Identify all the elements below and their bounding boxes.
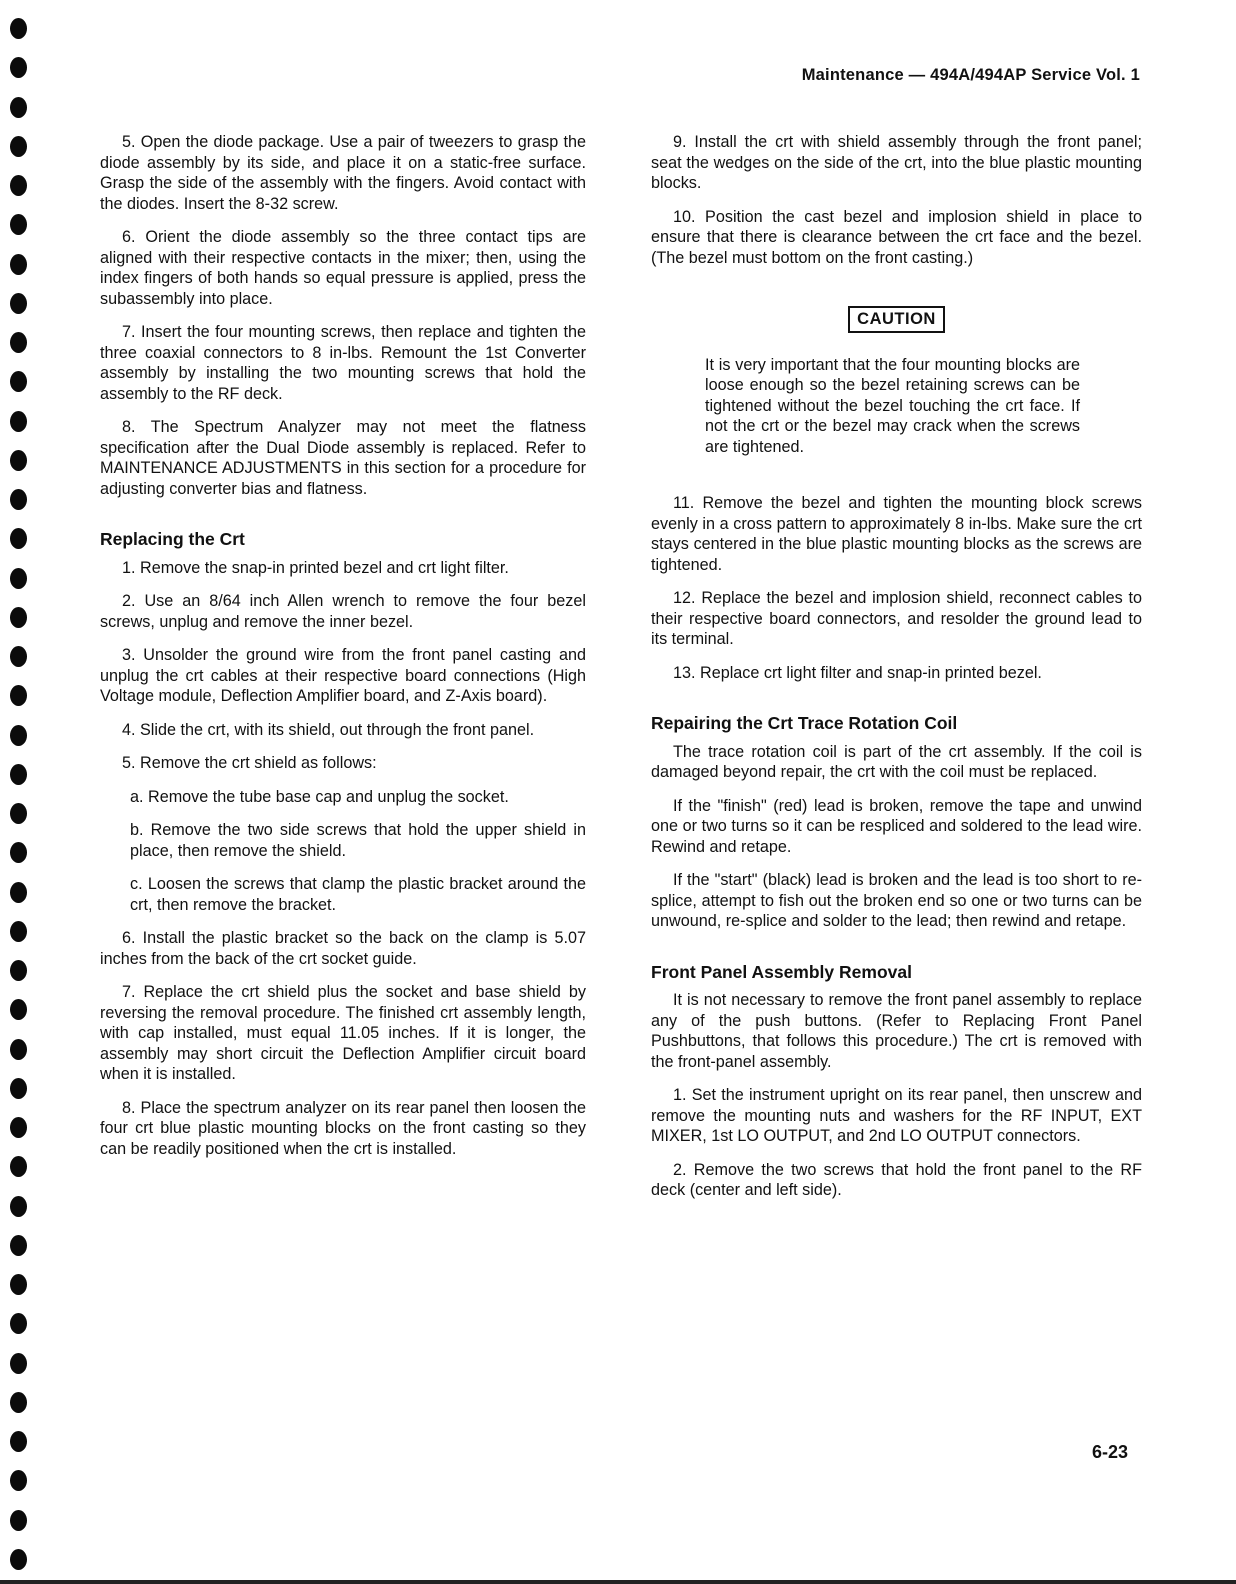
caution-label: CAUTION — [848, 306, 945, 333]
binder-hole-icon — [10, 1313, 27, 1334]
binder-hole-icon — [10, 764, 27, 785]
binder-hole-icon — [10, 1078, 27, 1099]
binder-hole-icon — [10, 1549, 27, 1570]
binder-hole-icon — [10, 960, 27, 981]
sub-step-paragraph: b. Remove the two side screws that hold the upper shield in place, then remove the shield. — [130, 821, 586, 860]
body-paragraph: 3. Unsolder the ground wire from the front panel casting and unplug the crt cables at their respective board connections (High Voltage module, Deflection Amplifier board, and Z-Axis board). — [100, 646, 586, 705]
body-paragraph: 6. Install the plastic bracket so the back on the clamp is 5.07 inches from the back of the crt socket guide. — [100, 929, 586, 968]
body-paragraph: 4. Slide the crt, with its shield, out through the front panel. — [122, 720, 535, 739]
binder-hole-icon — [10, 882, 27, 903]
body-paragraph: The trace rotation coil is part of the crt assembly. If the coil is damaged beyond repair, the crt with the coil must be replaced. — [651, 742, 1142, 781]
body-paragraph: 8. Place the spectrum analyzer on its rear panel then loosen the four crt blue plastic mounting blocks on the front casting so they can be readily positioned when the crt is installed. — [100, 1098, 586, 1158]
body-paragraph: 10. Position the cast bezel and implosion shield in place to ensure that there is clearance between the crt face and the bezel. (The bezel must bottom on the front casting.) — [651, 207, 1142, 267]
binder-hole-icon — [10, 1510, 27, 1531]
right-column — [651, 132, 1142, 1214]
binder-holes — [0, 0, 36, 1584]
sub-step-paragraph: c. Loosen the screws that clamp the plastic bracket around the crt, then remove the bracket. — [130, 875, 586, 914]
binder-hole-icon — [10, 1353, 27, 1374]
binder-hole-icon — [10, 175, 27, 196]
body-paragraph: 11. Remove the bezel and tighten the mounting block screws evenly in a cross pattern to approximately 8 in-lbs. Make sure the crt stays centered in the blue plastic mounting blocks as the screws are tightened. — [651, 494, 1142, 574]
section-heading: Replacing the Crt — [100, 529, 245, 549]
binder-hole-icon — [10, 57, 27, 78]
left-column — [100, 132, 586, 1172]
binder-hole-icon — [10, 685, 27, 706]
binder-hole-icon — [10, 254, 27, 275]
binder-hole-icon — [10, 293, 27, 314]
binder-hole-icon — [10, 1196, 27, 1217]
section-heading: Front Panel Assembly Removal — [651, 961, 912, 982]
binder-hole-icon — [10, 1117, 27, 1138]
sub-step-paragraph: a. Remove the tube base cap and unplug the socket. — [130, 787, 509, 806]
body-paragraph: 1. Remove the snap-in printed bezel and crt light filter. — [122, 558, 509, 577]
binder-hole-icon — [10, 568, 27, 589]
binder-hole-icon — [10, 725, 27, 746]
body-paragraph: 6. Orient the diode assembly so the three contact tips are aligned with their respective contacts in the mixer; then, using the index fingers of both hands so equal pressure is applied, press the subassembly into place. — [100, 228, 586, 308]
body-paragraph: 8. The Spectrum Analyzer may not meet the flatness specification after the Dual Diode assembly is replaced. Refer to MAINTENANCE ADJUSTMENTS in this section for a procedure for adjusting converter bias and flatness. — [100, 418, 586, 498]
binder-hole-icon — [10, 489, 27, 510]
page-number: 6-23 — [1091, 1442, 1128, 1462]
body-paragraph: 2. Remove the two screws that hold the front panel to the RF deck (center and left side). — [651, 1160, 1142, 1199]
body-paragraph: If the "start" (black) lead is broken and the lead is too short to re-splice, attempt to fish out the broken end so one or two turns can be unwound, re-splice and solder to the lead; then rewind and retape. — [651, 871, 1142, 930]
binder-hole-icon — [10, 646, 27, 667]
body-paragraph: 12. Replace the bezel and implosion shield, reconnect cables to their respective board connectors, and resolder the ground lead to its terminal. — [651, 589, 1142, 648]
binder-hole-icon — [10, 528, 27, 549]
binder-hole-icon — [10, 1431, 27, 1452]
binder-hole-icon — [10, 332, 27, 353]
body-paragraph: If the "finish" (red) lead is broken, remove the tape and unwind one or two turns so it can be respliced and soldered to the lead wire. Rewind and retape. — [651, 796, 1142, 856]
binder-hole-icon — [10, 371, 27, 392]
binder-hole-icon — [10, 136, 27, 157]
body-paragraph: 13. Replace crt light filter and snap-in printed bezel. — [673, 663, 1042, 682]
body-paragraph: 1. Set the instrument upright on its rear panel, then unscrew and remove the mounting nuts and washers for the RF INPUT, EXT MIXER, 1st LO OUTPUT, and 2nd LO OUTPUT connectors. — [651, 1086, 1142, 1145]
body-paragraph: 5. Open the diode package. Use a pair of tweezers to grasp the diode assembly by its side, and place it on a static-free surface. Grasp the side of the assembly with the fingers. Avoid contact with the diodes. Insert the 8-32 screw. — [100, 133, 586, 213]
body-paragraph: It is not necessary to remove the front panel assembly to replace any of the push buttons. (Refer to Replacing Front Panel Pushbuttons, that follows this procedure.) The crt is removed with the front-panel assembly. — [651, 991, 1142, 1071]
binder-hole-icon — [10, 607, 27, 628]
binder-hole-icon — [10, 411, 27, 432]
binder-hole-icon — [10, 1039, 27, 1060]
binder-hole-icon — [10, 18, 27, 39]
caution-text: It is very important that the four mounting blocks are loose enough so the bezel retaining screws can be tightened without the bezel touching the crt face. If not the crt or the bezel may crack when the screws are tightened. — [705, 355, 1080, 456]
body-paragraph: 9. Install the crt with shield assembly through the front panel; seat the wedges on the side of the crt, into the blue plastic mounting blocks. — [651, 133, 1142, 192]
body-paragraph: 7. Insert the four mounting screws, then replace and tighten the three coaxial connectors to 8 in-lbs. Remount the 1st Converter assembly by installing the two mounting screws that hold the assembly to the RF deck. — [100, 323, 586, 403]
section-heading: Repairing the Crt Trace Rotation Coil — [651, 713, 958, 733]
binder-hole-icon — [10, 214, 27, 235]
binder-hole-icon — [10, 921, 27, 942]
bottom-rule — [0, 1580, 1236, 1584]
binder-hole-icon — [10, 1470, 27, 1491]
binder-hole-icon — [10, 1235, 27, 1256]
binder-hole-icon — [10, 1156, 27, 1177]
caution-block — [651, 306, 1142, 333]
binder-hole-icon — [10, 1274, 27, 1295]
binder-hole-icon — [10, 97, 27, 118]
binder-hole-icon — [10, 450, 27, 471]
binder-hole-icon — [10, 842, 27, 863]
page-header: Maintenance — 494A/494AP Service Vol. 1 — [801, 66, 1140, 84]
binder-hole-icon — [10, 999, 27, 1020]
binder-hole-icon — [10, 1392, 27, 1413]
binder-hole-icon — [10, 803, 27, 824]
body-paragraph: 7. Replace the crt shield plus the socket and base shield by reversing the removal procedure. The finished crt assembly length, with cap installed, must equal 11.05 inches. If it is longer, the assembly may short circuit the Deflection Amplifier circuit board when it is installed. — [100, 983, 586, 1083]
body-paragraph: 5. Remove the crt shield as follows: — [122, 754, 377, 772]
body-paragraph: 2. Use an 8/64 inch Allen wrench to remove the four bezel screws, unplug and remove the inner bezel. — [100, 592, 586, 631]
